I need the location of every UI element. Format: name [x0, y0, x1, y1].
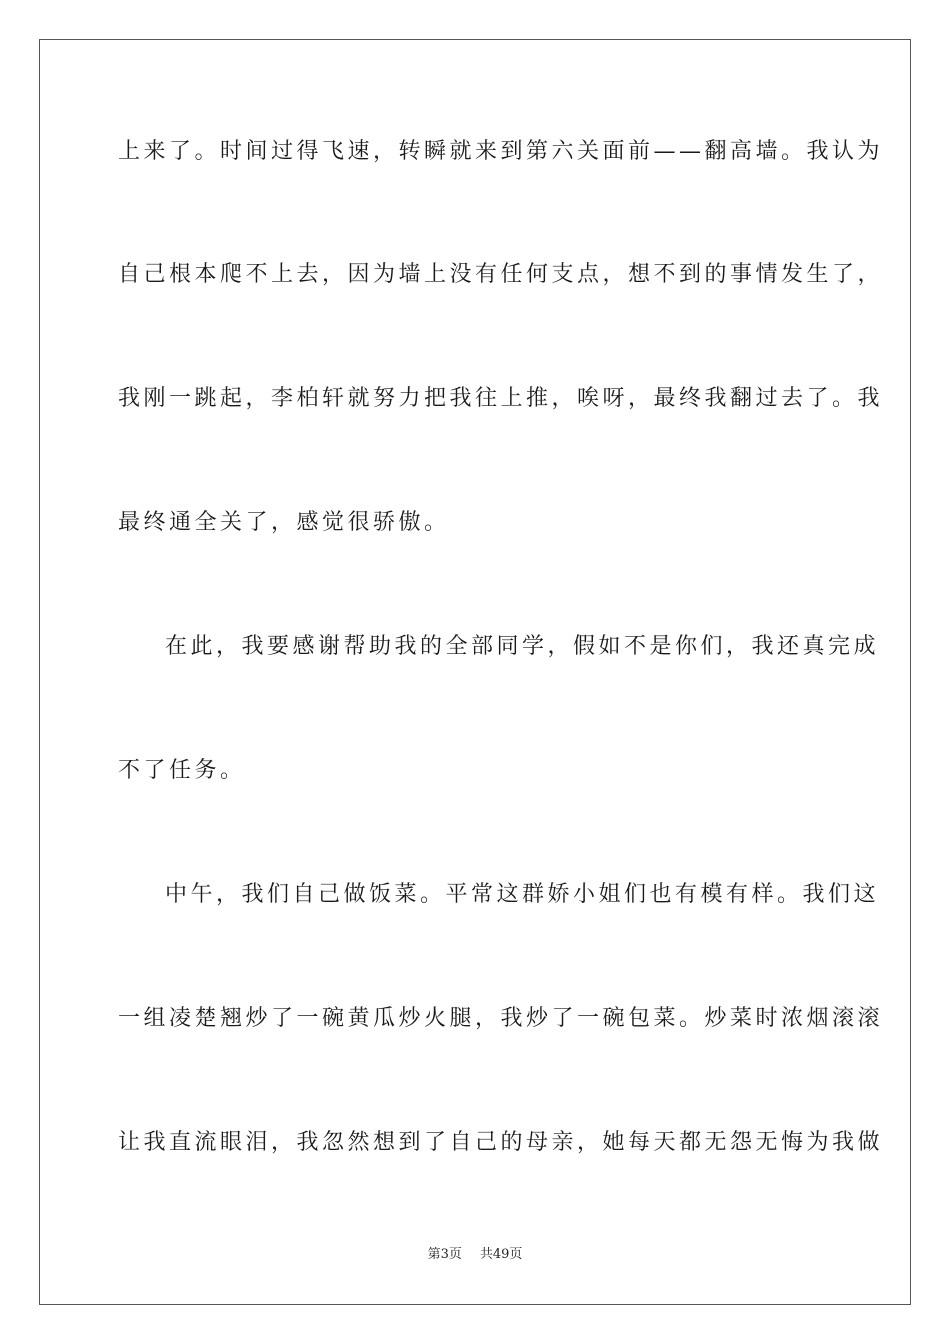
text-line-4: 最终通全关了，感觉很骄傲。 — [118, 510, 450, 535]
page-border — [39, 39, 911, 1305]
text-line-5: 在此，我要感谢帮助我的全部同学，假如不是你们，我还真完成 — [165, 634, 880, 659]
text-line-3: 我刚一跳起，李柏轩就努力把我往上推，唉呀，最终我翻过去了。我 — [118, 386, 884, 411]
text-line-7: 中午，我们自己做饭菜。平常这群娇小姐们也有模有样。我们这 — [165, 882, 880, 907]
text-line-1: 上来了。时间过得飞速，转瞬就来到第六关面前——翻高墙。我认为 — [118, 139, 884, 164]
text-line-9: 让我直流眼泪，我忽然想到了自己的母亲，她每天都无怨无悔为我做 — [118, 1130, 884, 1155]
page-number: 第3页 — [427, 1247, 462, 1262]
text-line-8: 一组凌楚翘炒了一碗黄瓜炒火腿，我炒了一碗包菜。炒菜时浓烟滚滚 — [118, 1006, 884, 1031]
page-footer — [0, 1246, 950, 1264]
total-pages: 共49页 — [479, 1247, 523, 1262]
text-line-2: 自己根本爬不上去，因为墙上没有任何支点，想不到的事情发生了， — [118, 262, 884, 287]
text-line-6: 不了任务。 — [118, 758, 246, 783]
